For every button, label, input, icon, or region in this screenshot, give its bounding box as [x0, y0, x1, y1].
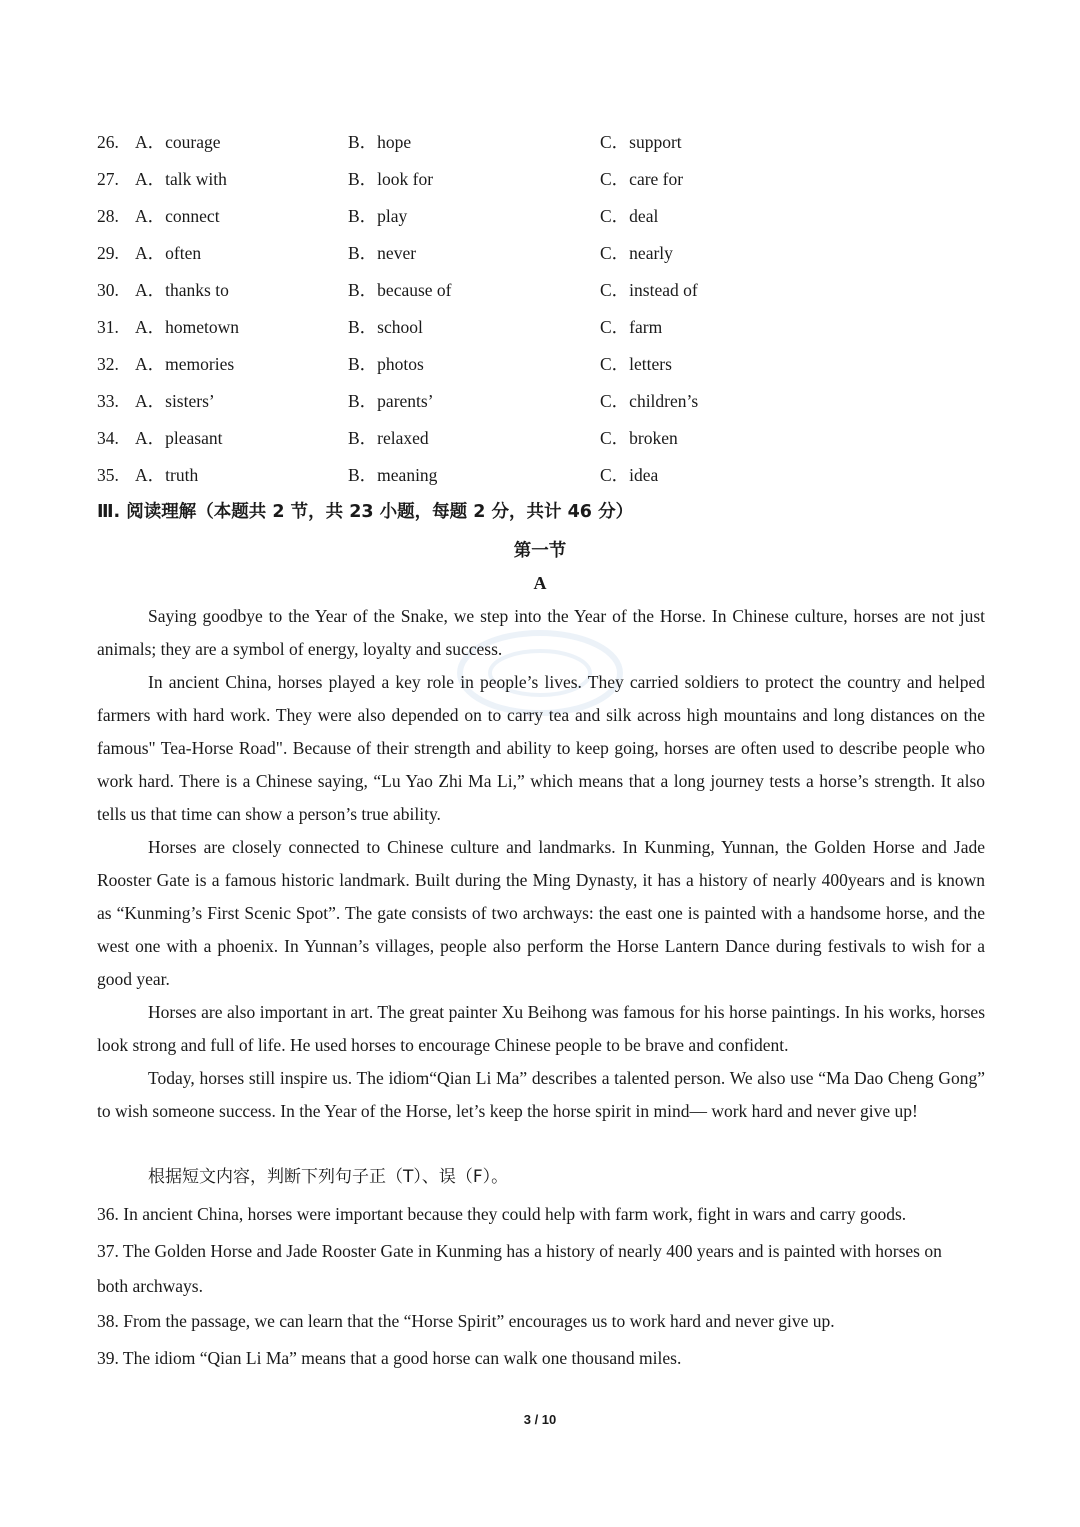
- passage-paragraph: Saying goodbye to the Year of the Snake, we step into the Year of the Horse. In Chinese culture, horses are not just animals; they are a symbol of energy, loyalty and success.: [97, 606, 985, 659]
- option-c: C．instead of: [600, 280, 698, 300]
- page-number: 3 / 10: [523, 1412, 557, 1427]
- option-a: A．thanks to: [135, 280, 229, 300]
- question-row: [97, 124, 997, 161]
- question-row: [97, 198, 997, 235]
- section-heading: Ⅲ. 阅读理解（本题共 2 节，共 23 小题，每题 2 分，共计 46 分）: [97, 502, 634, 522]
- option-b: B．because of: [348, 280, 452, 300]
- option-a: A．pleasant: [135, 428, 223, 448]
- question-row: [97, 346, 997, 383]
- option-a: A．often: [135, 243, 202, 263]
- reading-passage: [97, 600, 985, 1128]
- question-number: 28.: [97, 206, 119, 226]
- question-row: [97, 457, 997, 494]
- question-number: 35.: [97, 465, 119, 485]
- passage-paragraph: Horses are closely connected to Chinese culture and landmarks. In Kunming, Yunnan, the Golden Horse and Jade Rooster Gate is a famous historic landmark. Built during the Ming Dynasty, it has a history of nearly 400years and is known as “Kunming’s First Scenic Spot”. The gate consists of two archways: the east one is painted with a handsome horse, and the west one with a phoenix. In Yunnan’s villages, people also perform the Horse Lantern Dance during festivals to wish for a good year.: [97, 837, 985, 989]
- question-row: [97, 272, 997, 309]
- option-b: B．relaxed: [348, 428, 429, 448]
- option-c: C．support: [600, 132, 682, 152]
- tf-item: 39. The idiom “Qian Li Ma” means that a good horse can walk one thousand miles.: [97, 1348, 682, 1368]
- question-row: [97, 309, 997, 346]
- passage-title: A: [533, 573, 547, 593]
- option-c: C．deal: [600, 206, 659, 226]
- option-c: C．letters: [600, 354, 672, 374]
- question-number: 34.: [97, 428, 119, 448]
- option-c: C．care for: [600, 169, 684, 189]
- tf-item: 36. In ancient China, horses were important because they could help with farm work, fight in wars and carry goods.: [97, 1204, 907, 1224]
- option-b: B．meaning: [348, 465, 438, 485]
- question-row: [97, 161, 997, 198]
- option-a: A．hometown: [135, 317, 240, 337]
- passage-paragraph: In ancient China, horses played a key role in people’s lives. They carried soldiers to protect the country and helped farmers with hard work. They were also depended on to carry tea and silk across high mountains and long distances on the famous" Tea-Horse Road". Because of their strength and ability to keep going, horses are often used to describe people who work hard. There is a Chinese saying, “Lu Yao Zhi Ma Li,” which means that a long journey tests a horse’s strength. It also tells us that time can show a person’s true ability.: [97, 672, 985, 824]
- option-c: C．farm: [600, 317, 663, 337]
- question-row: [97, 383, 997, 420]
- option-b: B．never: [348, 243, 417, 263]
- option-c: C．idea: [600, 465, 659, 485]
- option-b: B．photos: [348, 354, 424, 374]
- question-number: 27.: [97, 169, 119, 189]
- option-b: B．parents’: [348, 391, 434, 411]
- option-a: A．talk with: [135, 169, 227, 189]
- instruction-text: 根据短文内容，判断下列句子正（T）、误（F）。: [148, 1167, 509, 1187]
- question-row: [97, 420, 997, 457]
- question-number: 29.: [97, 243, 119, 263]
- part-title: 第一节: [513, 541, 567, 561]
- option-b: B．play: [348, 206, 408, 226]
- question-number: 32.: [97, 354, 119, 374]
- multiple-choice-list: [97, 124, 997, 494]
- tf-item: 37. The Golden Horse and Jade Rooster Gate in Kunming has a history of nearly 400 years and is painted with horses on both archways.: [97, 1241, 942, 1296]
- option-b: B．hope: [348, 132, 412, 152]
- option-c: C．broken: [600, 428, 678, 448]
- option-b: B．look for: [348, 169, 434, 189]
- question-number: 26.: [97, 132, 119, 152]
- passage-paragraph: Today, horses still inspire us. The idiom“Qian Li Ma” describes a talented person. We also use “Ma Dao Cheng Gong” to wish someone success. In the Year of the Horse, let’s keep the horse spirit in mind— work hard and never give up!: [97, 1068, 985, 1121]
- option-a: A．sisters’: [135, 391, 215, 411]
- option-b: B．school: [348, 317, 423, 337]
- option-c: C．children’s: [600, 391, 699, 411]
- question-number: 33.: [97, 391, 119, 411]
- question-number: 31.: [97, 317, 119, 337]
- tf-item: 38. From the passage, we can learn that the “Horse Spirit” encourages us to work hard and never give up.: [97, 1311, 835, 1331]
- question-row: [97, 235, 997, 272]
- passage-paragraph: Horses are also important in art. The great painter Xu Beihong was famous for his horse paintings. In his works, horses look strong and full of life. He used horses to encourage Chinese people to be brave and confident.: [97, 1002, 985, 1055]
- option-a: A．truth: [135, 465, 199, 485]
- option-a: A．memories: [135, 354, 235, 374]
- option-c: C．nearly: [600, 243, 673, 263]
- option-a: A．courage: [135, 132, 221, 152]
- question-number: 30.: [97, 280, 119, 300]
- option-a: A．connect: [135, 206, 220, 226]
